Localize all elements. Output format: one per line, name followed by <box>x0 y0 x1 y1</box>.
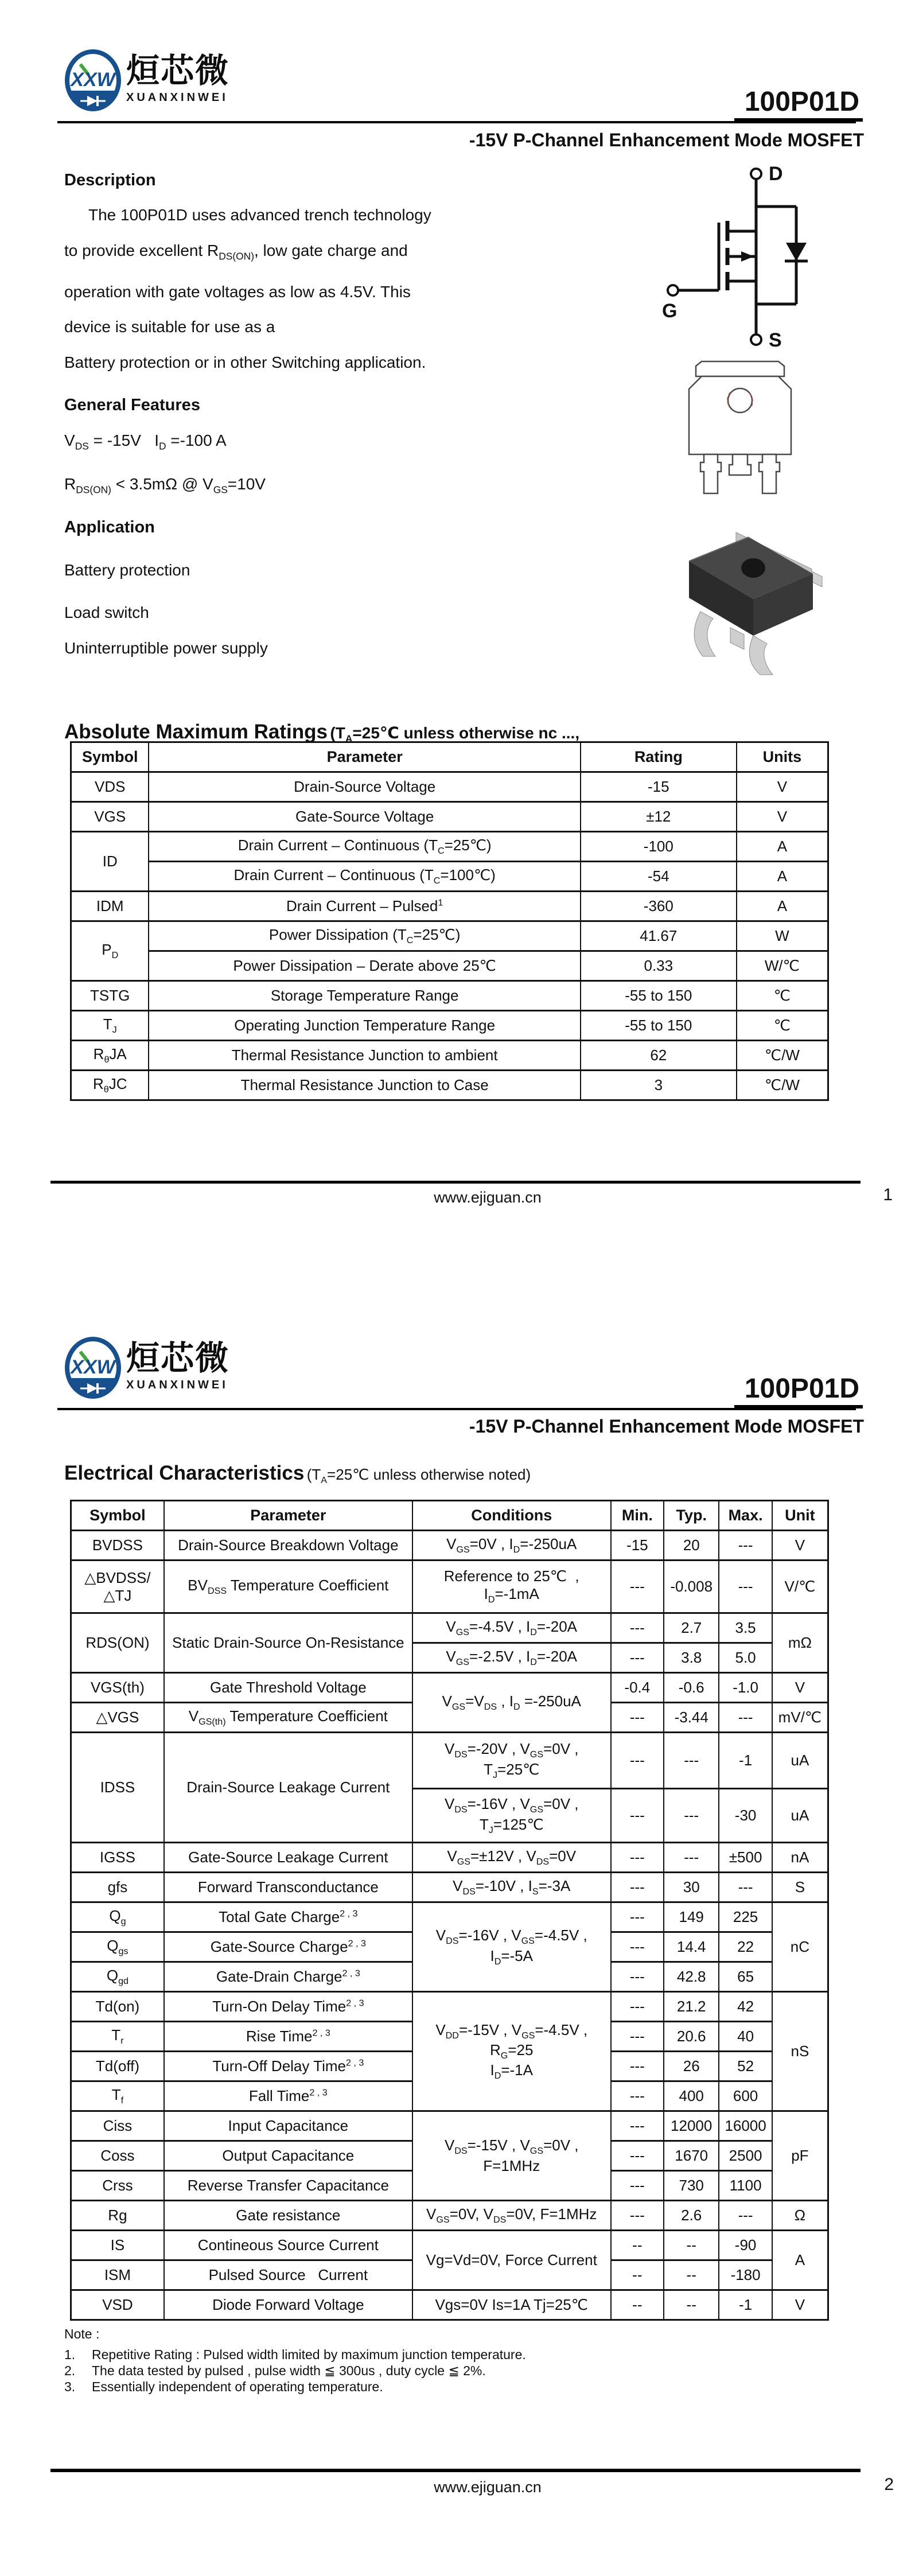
cell-parameter: Thermal Resistance Junction to ambient <box>149 1041 580 1071</box>
cell-typ: --- <box>664 1789 719 1843</box>
feature-line: $R_{DS(ON)} < 3.5m\Omega$ @ $V_{GS}=10V$ <box>64 475 266 496</box>
cell-units: A <box>737 862 828 892</box>
note-item <box>64 2363 695 2379</box>
footer-url: www.ejiguan.cn <box>434 1189 542 1206</box>
col-header: Typ. <box>664 1501 719 1531</box>
cell-symbol: IDSS <box>71 1733 164 1843</box>
cell-parameter: Power Dissipation – Derate above 25℃ <box>149 951 580 981</box>
col-header: Min. <box>611 1501 664 1531</box>
note-text: The data tested by pulsed , pulse width ≦ 300us , duty cycle ≦ 2%. <box>92 2363 486 2378</box>
cell-units: ℃/W <box>737 1071 828 1100</box>
cell-max: 225 <box>719 1902 772 1932</box>
cell-min: --- <box>611 2171 664 2201</box>
cell-unit: S <box>772 1873 828 1902</box>
cell-min: --- <box>611 1789 664 1843</box>
brand-name-cn: 烜芯微 <box>126 52 230 90</box>
table-row <box>71 1561 828 1613</box>
footer-rule <box>50 2469 861 2472</box>
cell-symbol: Td(off) <box>71 2052 164 2081</box>
cell-unit: uA <box>772 1789 828 1843</box>
cell-parameter: Storage Temperature Range <box>149 981 580 1011</box>
cell-typ: 2.6 <box>664 2201 719 2231</box>
note-item <box>64 2347 695 2363</box>
cell-max: 16000 <box>719 2111 772 2141</box>
cell-symbol: RDS(ON) <box>71 1613 164 1673</box>
cell-symbol: BVDSS <box>71 1531 164 1561</box>
note-item <box>64 2379 695 2395</box>
cell-min: --- <box>611 1873 664 1902</box>
page-number: 2 <box>884 2475 894 2494</box>
cell-units: ℃ <box>737 981 828 1011</box>
col-header: Symbol <box>71 742 149 772</box>
cell-typ: -3.44 <box>664 1703 719 1733</box>
cell-parameter: Drain Current – Continuous $(T_C=100℃)$ <box>149 862 580 892</box>
description-paragraph <box>64 197 529 380</box>
feature-line: $V_{DS} = -15V$ $I_D =-100$ A <box>64 431 227 452</box>
cell-unit: Ω <box>772 2201 828 2231</box>
cell-parameter: Gate-Source Voltage <box>149 802 580 832</box>
cell-symbol: △BVDSS/ △TJ <box>71 1561 164 1613</box>
cell-min: --- <box>611 1643 664 1673</box>
cell-rating: -360 <box>581 892 737 921</box>
cell-min: --- <box>611 1703 664 1733</box>
cell-symbol: Crss <box>71 2171 164 2201</box>
col-header: Parameter <box>149 742 580 772</box>
footer-rule <box>50 1181 861 1184</box>
cell-typ: 1670 <box>664 2141 719 2171</box>
abs-max-note: ($T_A=25℃$ unless otherwise nc ..., <box>330 724 580 745</box>
cell-max: 65 <box>719 1962 772 1992</box>
cell-unit: mΩ <box>772 1613 828 1673</box>
cell-max: -1 <box>719 2290 772 2320</box>
brand-logo-icon <box>64 48 122 114</box>
table-row <box>71 1011 828 1041</box>
cell-max: 40 <box>719 2022 772 2052</box>
cell-max: 2500 <box>719 2141 772 2171</box>
cell-max: ±500 <box>719 1843 772 1873</box>
cell-symbol: △VGS <box>71 1703 164 1733</box>
application-line: Load switch <box>64 604 149 621</box>
cell-conditions: $V_{DS}=-16V$ , $V_{GS}=0V$ , $T_J=125℃$ <box>412 1789 611 1843</box>
part-number: 100P01D <box>734 87 863 122</box>
description-line: The 100P01D uses advanced trench technology <box>88 206 431 224</box>
application-heading: Application <box>64 518 155 536</box>
notes-section <box>64 2326 695 2395</box>
table-row <box>71 1613 828 1643</box>
col-header: Max. <box>719 1501 772 1531</box>
col-header: Units <box>737 742 828 772</box>
table-row <box>71 1873 828 1902</box>
mosfet-symbol-diagram <box>654 142 895 389</box>
cell-min: --- <box>611 2111 664 2141</box>
cell-typ: 26 <box>664 2052 719 2081</box>
table-row <box>71 2201 828 2231</box>
col-header: Unit <box>772 1501 828 1531</box>
cell-units: A <box>737 892 828 921</box>
application-line: Battery protection <box>64 561 190 579</box>
cell-parameter: Fall Time$^{2 , 3}$ <box>164 2081 412 2111</box>
package-outline-drawing <box>684 358 799 496</box>
footer-url: www.ejiguan.cn <box>434 2478 542 2496</box>
table-header-row <box>71 1501 828 1531</box>
cell-conditions: Vg=Vd=0V, Force Current <box>412 2231 611 2290</box>
cell-min: --- <box>611 1561 664 1613</box>
cell-min: --- <box>611 1992 664 2022</box>
cell-typ: --- <box>664 1733 719 1789</box>
cell-parameter: Total Gate Charge$^{2 , 3}$ <box>164 1902 412 1932</box>
cell-symbol: ID <box>71 832 149 892</box>
cell-units: ℃ <box>737 1011 828 1041</box>
part-number: 100P01D <box>734 1374 863 1408</box>
brand-name-en: XUANXINWEI <box>126 1378 228 1391</box>
application-line: Uninterruptible power supply <box>64 639 268 657</box>
table-row <box>71 1071 828 1100</box>
cell-typ: 30 <box>664 1873 719 1902</box>
cell-rating: -15 <box>581 772 737 802</box>
table-row <box>71 802 828 832</box>
cell-max: -1 <box>719 1733 772 1789</box>
table-row <box>71 2111 828 2141</box>
cell-rating: ±12 <box>581 802 737 832</box>
description-line: operation with gate voltages as low as 4.5V. This <box>64 282 411 301</box>
cell-symbol: $T_f$ <box>71 2081 164 2111</box>
cell-min: --- <box>611 1962 664 1992</box>
cell-symbol: VGS <box>71 802 149 832</box>
cell-conditions: $V_{GS}=0V$, $V_{DS}=0V$, F=1MHz <box>412 2201 611 2231</box>
brand-monogram: XXW <box>71 69 115 91</box>
description-line: device is suitable for use as a <box>64 318 275 336</box>
col-header: Parameter <box>164 1501 412 1531</box>
page-number: 1 <box>883 1185 893 1204</box>
table-row <box>71 1992 828 2022</box>
cell-rating: -55 to 150 <box>581 981 737 1011</box>
note-number: 3. <box>64 2379 76 2394</box>
brand-logo-icon <box>64 1336 122 1401</box>
cell-parameter: Output Capacitance <box>164 2141 412 2171</box>
cell-parameter: Turn-On Delay Time$^{2 , 3}$ <box>164 1992 412 2022</box>
cell-min: --- <box>611 1733 664 1789</box>
cell-max: 5.0 <box>719 1643 772 1673</box>
cell-parameter: Power Dissipation $(T_C=25℃)$ <box>149 921 580 951</box>
cell-rating: -55 to 150 <box>581 1011 737 1041</box>
cell-units: ℃/W <box>737 1041 828 1071</box>
cell-parameter: Reverse Transfer Capacitance <box>164 2171 412 2201</box>
cell-symbol: $Q_g$ <box>71 1902 164 1932</box>
cell-min: --- <box>611 2081 664 2111</box>
col-header: Symbol <box>71 1501 164 1531</box>
cell-parameter: Drain Current – Continuous $(T_C=25℃)$ <box>149 832 580 862</box>
cell-rating: 0.33 <box>581 951 737 981</box>
cell-symbol: Ciss <box>71 2111 164 2141</box>
cell-rating: 62 <box>581 1041 737 1071</box>
cell-max: -90 <box>719 2231 772 2260</box>
package-3d-image <box>680 531 823 683</box>
cell-unit: nS <box>772 1992 828 2111</box>
cell-parameter: Drain-Source Leakage Current <box>164 1733 412 1843</box>
cell-symbol: gfs <box>71 1873 164 1902</box>
cell-symbol: IS <box>71 2231 164 2260</box>
cell-parameter: Pulsed Source Current <box>164 2260 412 2290</box>
cell-symbol: IDM <box>71 892 149 921</box>
cell-parameter: Contineous Source Current <box>164 2231 412 2260</box>
cell-max: 42 <box>719 1992 772 2022</box>
cell-max: -180 <box>719 2260 772 2290</box>
cell-conditions: $V_{GS}=\pm 12V$ , $V_{DS}=0V$ <box>412 1843 611 1873</box>
cell-typ: -0.6 <box>664 1673 719 1703</box>
note-number: 2. <box>64 2363 76 2378</box>
table-row <box>71 981 828 1011</box>
cell-min: --- <box>611 2201 664 2231</box>
brand-name-en: XUANXINWEI <box>126 91 228 104</box>
brand-logo <box>64 1336 229 1401</box>
cell-min: -15 <box>611 1531 664 1561</box>
description-line: to provide excellent $R_{DS(ON)}$, low gate charge and <box>64 241 408 262</box>
brand-name-cn: 烜芯微 <box>126 1340 230 1377</box>
cell-conditions: Reference to 25℃ , $I_D=-1mA$ <box>412 1561 611 1613</box>
cell-min: -- <box>611 2231 664 2260</box>
cell-parameter: Forward Transconductance <box>164 1873 412 1902</box>
cell-max: -30 <box>719 1789 772 1843</box>
cell-typ: 20.6 <box>664 2022 719 2052</box>
cell-symbol: VDS <box>71 772 149 802</box>
cell-min: -- <box>611 2260 664 2290</box>
cell-typ: -0.008 <box>664 1561 719 1613</box>
cell-typ: 400 <box>664 2081 719 2111</box>
col-header: Conditions <box>412 1501 611 1531</box>
table-row <box>71 951 828 981</box>
table-row <box>71 1902 828 1932</box>
cell-symbol: ISM <box>71 2260 164 2290</box>
cell-min: --- <box>611 2141 664 2171</box>
cell-parameter: Rise Time$^{2 , 3}$ <box>164 2022 412 2052</box>
notes-label: Note : <box>64 2326 100 2341</box>
table-row <box>71 862 828 892</box>
cell-max: --- <box>719 1561 772 1613</box>
cell-typ: -- <box>664 2260 719 2290</box>
cell-symbol: $R_\theta JC$ <box>71 1071 149 1100</box>
cell-max: 600 <box>719 2081 772 2111</box>
table-row <box>71 1673 828 1703</box>
cell-symbol: Td(on) <box>71 1992 164 2022</box>
col-header: Rating <box>581 742 737 772</box>
cell-max: 52 <box>719 2052 772 2081</box>
cell-min: --- <box>611 1613 664 1643</box>
cell-typ: 3.8 <box>664 1643 719 1673</box>
description-heading: Description <box>64 171 156 189</box>
cell-typ: 730 <box>664 2171 719 2201</box>
part-subtitle: -15V P-Channel Enhancement Mode MOSFET <box>469 130 864 150</box>
table-row <box>71 1531 828 1561</box>
elec-char-title: Electrical Characteristics <box>64 1462 305 1484</box>
table-row <box>71 921 828 951</box>
cell-parameter: Input Capacitance <box>164 2111 412 2141</box>
cell-parameter: Diode Forward Voltage <box>164 2290 412 2320</box>
cell-typ: 20 <box>664 1531 719 1561</box>
cell-parameter: Gate-Source Charge$^{2 , 3}$ <box>164 1932 412 1962</box>
cell-min: --- <box>611 2022 664 2052</box>
cell-parameter: Static Drain-Source On-Resistance <box>164 1613 412 1673</box>
description-line: Battery protection or in other Switching application. <box>64 353 426 371</box>
cell-symbol: IGSS <box>71 1843 164 1873</box>
cell-typ: 21.2 <box>664 1992 719 2022</box>
elec-char-note: ($T_A=25℃$ unless otherwise noted) <box>306 1466 531 1486</box>
cell-units: A <box>737 832 828 862</box>
cell-typ: -- <box>664 2231 719 2260</box>
cell-rating: 3 <box>581 1071 737 1100</box>
note-text: Repetitive Rating : Pulsed width limited by maximum junction temperature. <box>92 2347 526 2362</box>
cell-rating: -100 <box>581 832 737 862</box>
cell-parameter: Turn-Off Delay Time$^{2 , 3}$ <box>164 2052 412 2081</box>
cell-symbol: Rg <box>71 2201 164 2231</box>
elec-char-heading <box>64 1462 531 1486</box>
table-row <box>71 1041 828 1071</box>
cell-rating: 41.67 <box>581 921 737 951</box>
cell-max: -1.0 <box>719 1673 772 1703</box>
cell-parameter: Drain Current – Pulsed$^1$ <box>149 892 580 921</box>
cell-conditions: $V_{DD}=-15V$ , $V_{GS}=-4.5V$ , $R_G=25$ $I_D=-1A$ <box>412 1992 611 2111</box>
cell-parameter: Drain-Source Voltage <box>149 772 580 802</box>
cell-parameter: Drain-Source Breakdown Voltage <box>164 1531 412 1561</box>
abs-max-table <box>70 741 829 1101</box>
cell-symbol: $T_J$ <box>71 1011 149 1041</box>
cell-min: --- <box>611 1843 664 1873</box>
cell-conditions: Vgs=0V Is=1A Tj=25℃ <box>412 2290 611 2320</box>
cell-parameter: Gate-Drain Charge$^{2 , 3}$ <box>164 1962 412 1992</box>
cell-conditions: $V_{DS}=-16V$ , $V_{GS}=-4.5V$ , $I_D=-5A$ <box>412 1902 611 1992</box>
cell-symbol: $Q_{gd}$ <box>71 1962 164 1992</box>
cell-min: --- <box>611 2052 664 2081</box>
cell-unit: A <box>772 2231 828 2290</box>
table-row <box>71 2231 828 2260</box>
cell-symbol: $R_\theta JA$ <box>71 1041 149 1071</box>
cell-symbol: $P_D$ <box>71 921 149 981</box>
drain-label: D <box>769 163 783 185</box>
brand-monogram: XXW <box>71 1356 115 1378</box>
cell-unit: nA <box>772 1843 828 1873</box>
part-subtitle: -15V P-Channel Enhancement Mode MOSFET <box>469 1416 864 1437</box>
cell-conditions: $V_{GS}=-4.5V$ , $I_D=-20A$ <box>412 1613 611 1643</box>
brand-logo <box>64 48 229 114</box>
cell-parameter: Gate Threshold Voltage <box>164 1673 412 1703</box>
note-number: 1. <box>64 2347 76 2362</box>
table-header-row <box>71 742 828 772</box>
cell-conditions: $V_{DS}=-15V$ , $V_{GS}=0V$ , F=1MHz <box>412 2111 611 2201</box>
cell-min: -- <box>611 2290 664 2320</box>
gate-label: G <box>662 300 678 322</box>
cell-symbol: $Q_{gs}$ <box>71 1932 164 1962</box>
cell-conditions: $V_{DS}=-10V$ , $I_S=-3A$ <box>412 1873 611 1902</box>
cell-unit: V <box>772 1531 828 1561</box>
abs-max-title: Absolute Maximum Ratings <box>64 721 328 743</box>
cell-symbol: $T_r$ <box>71 2022 164 2052</box>
table-row <box>71 1733 828 1789</box>
table-row <box>71 832 828 862</box>
cell-typ: --- <box>664 1843 719 1873</box>
cell-parameter: Operating Junction Temperature Range <box>149 1011 580 1041</box>
cell-parameter: $BV_{DSS}$ Temperature Coefficient <box>164 1561 412 1613</box>
cell-typ: 42.8 <box>664 1962 719 1992</box>
cell-typ: 14.4 <box>664 1932 719 1962</box>
cell-conditions: $V_{GS}=0V$ , $I_D=-250uA$ <box>412 1531 611 1561</box>
cell-unit: V <box>772 1673 828 1703</box>
cell-unit: pF <box>772 2111 828 2201</box>
mosfet-arrow <box>741 251 754 262</box>
table-row <box>71 2290 828 2320</box>
cell-units: W/℃ <box>737 951 828 981</box>
cell-max: --- <box>719 1873 772 1902</box>
elec-char-table <box>70 1500 829 2321</box>
general-features-heading: General Features <box>64 396 200 414</box>
cell-max: --- <box>719 1703 772 1733</box>
cell-symbol: VGS(th) <box>71 1673 164 1703</box>
cell-conditions: $V_{DS}=-20V$ , $V_{GS}=0V$ , $T_J=25℃$ <box>412 1733 611 1789</box>
table-row <box>71 1843 828 1873</box>
cell-unit: V/℃ <box>772 1561 828 1613</box>
cell-units: W <box>737 921 828 951</box>
cell-max: --- <box>719 1531 772 1561</box>
cell-symbol: TSTG <box>71 981 149 1011</box>
cell-unit: nC <box>772 1902 828 1992</box>
cell-typ: 149 <box>664 1902 719 1932</box>
table-row <box>71 772 828 802</box>
cell-typ: 2.7 <box>664 1613 719 1643</box>
cell-units: V <box>737 772 828 802</box>
cell-parameter: Gate resistance <box>164 2201 412 2231</box>
cell-typ: 12000 <box>664 2111 719 2141</box>
cell-min: --- <box>611 1932 664 1962</box>
note-text: Essentially independent of operating temperature. <box>92 2379 383 2394</box>
cell-max: 1100 <box>719 2171 772 2201</box>
cell-unit: uA <box>772 1733 828 1789</box>
cell-symbol: VSD <box>71 2290 164 2320</box>
cell-conditions: $V_{GS}=V_{DS}$ , $I_D =-250uA$ <box>412 1673 611 1733</box>
cell-unit: mV/℃ <box>772 1703 828 1733</box>
cell-min: -0.4 <box>611 1673 664 1703</box>
cell-parameter: Thermal Resistance Junction to Case <box>149 1071 580 1100</box>
cell-symbol: Coss <box>71 2141 164 2171</box>
cell-parameter: $V_{GS(th)}$ Temperature Coefficient <box>164 1703 412 1733</box>
cell-units: V <box>737 802 828 832</box>
cell-typ: -- <box>664 2290 719 2320</box>
cell-max: 22 <box>719 1932 772 1962</box>
source-label: S <box>769 329 782 351</box>
body-diode <box>786 243 807 261</box>
cell-min: --- <box>611 1902 664 1932</box>
table-row <box>71 892 828 921</box>
cell-conditions: $V_{GS}=-2.5V$ , $I_D=-20A$ <box>412 1643 611 1673</box>
cell-max: --- <box>719 2201 772 2231</box>
cell-parameter: Gate-Source Leakage Current <box>164 1843 412 1873</box>
cell-unit: V <box>772 2290 828 2320</box>
cell-rating: -54 <box>581 862 737 892</box>
cell-max: 3.5 <box>719 1613 772 1643</box>
